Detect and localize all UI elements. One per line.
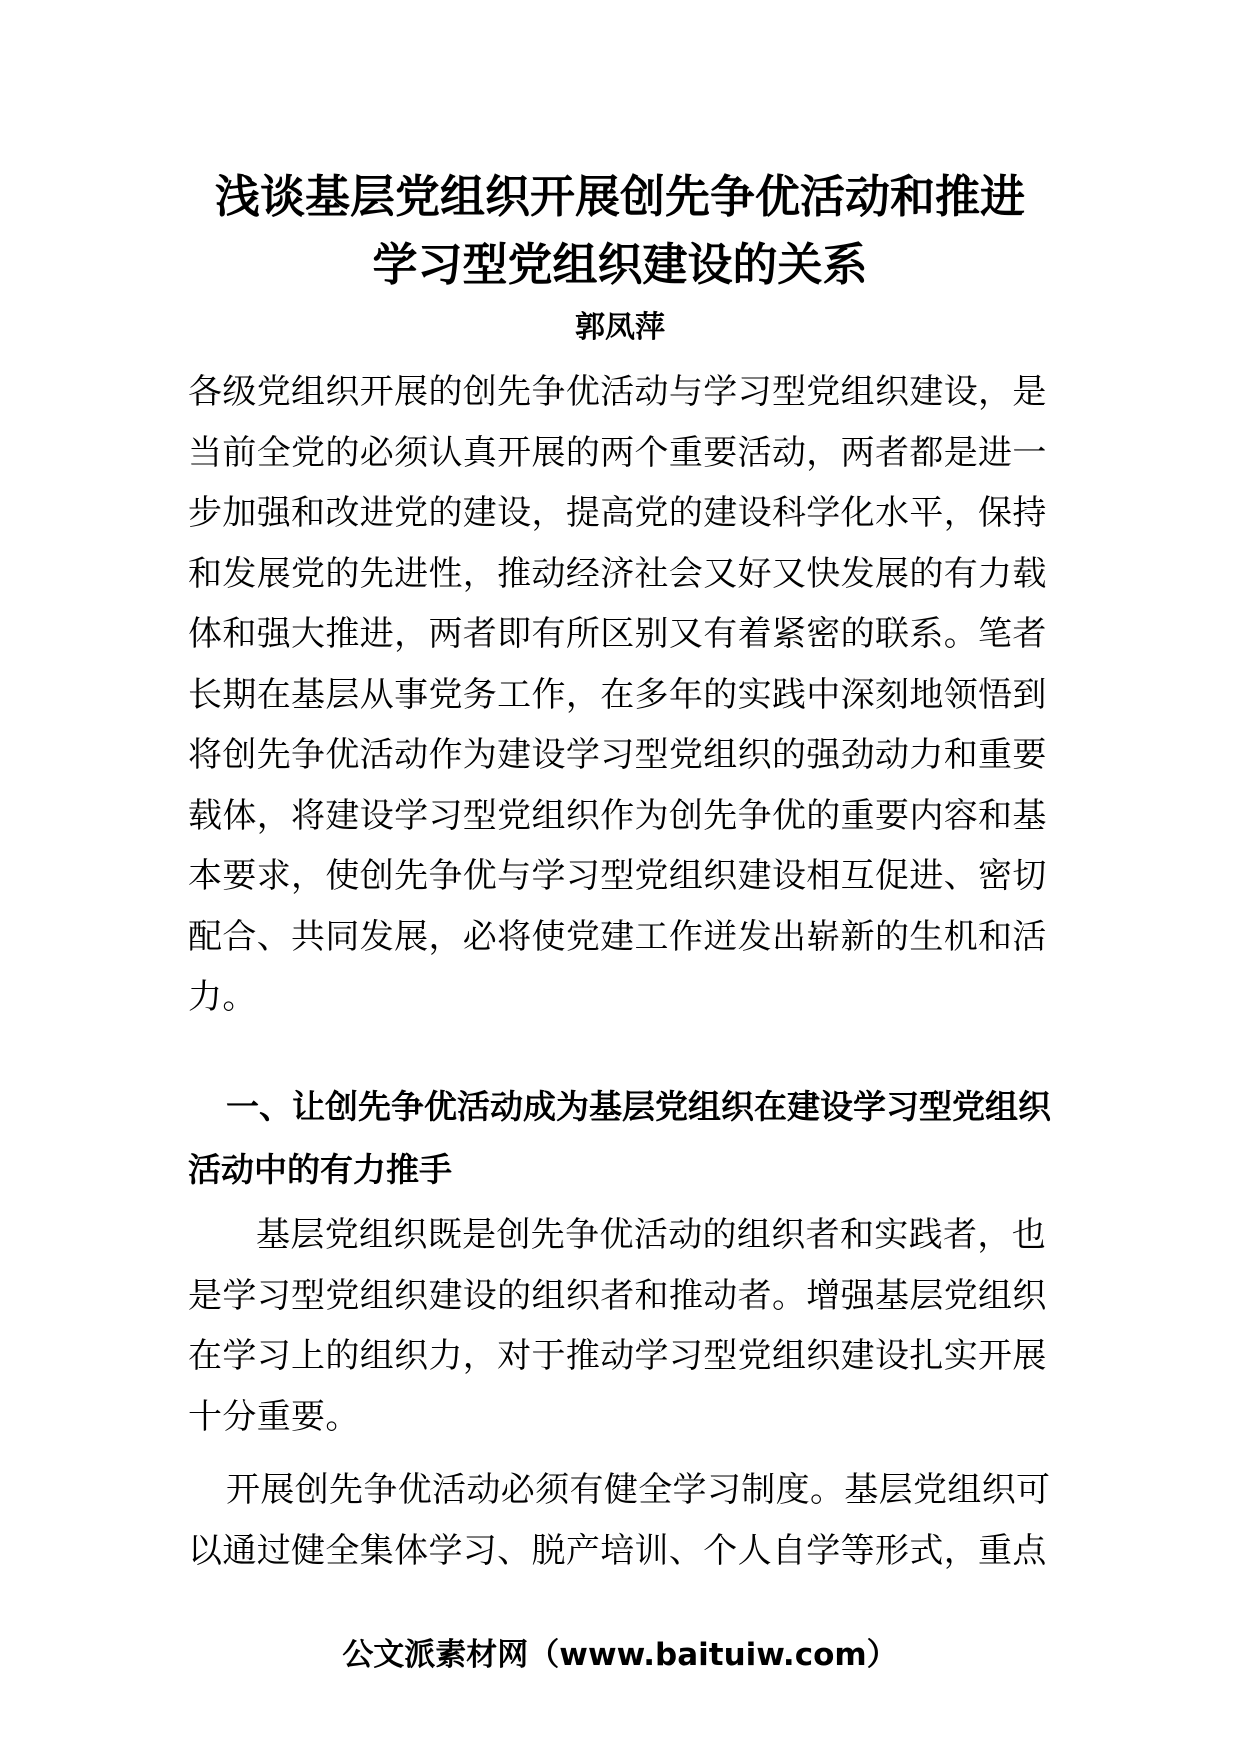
intro-paragraph: 各级党组织开展的创先争优活动与学习型党组织建设，是当前全党的必须认真开展的两个重要活动，两者都是进一步加强和改进党的建设，提高党的建设科学化水平，保持和发展党的先进性，推动经济社会又好又快发展的有力载体和强大推进，两者即有所区别又有着紧密的联系。笔者长期在基层从事党务工作，在多年的实践中深刻地领悟到将创先争优活动作为建设学习型党组织的强劲动力和重要载体，将建设学习型党组织作为创先争优的重要内容和基本要求，使创先争优与学习型党组织建设相互促进、密切配合、共同发展，必将使党建工作迸发出崭新的生机和活力。 xyxy=(188,372,1047,1017)
body-paragraph-1: 基层党组织既是创先争优活动的组织者和实践者，也是学习型党组织建设的组织者和推动者。增强基层党组织在学习上的组织力，对于推动学习型党组织建设扎实开展十分重要。 xyxy=(188,1215,1047,1437)
author-name: 郭凤萍 xyxy=(575,310,665,345)
document-title-line-1: 浅谈基层党组织开展创先争优活动和推进 xyxy=(214,170,1025,223)
footer-source: 公文派素材网（www.baituiw.com） xyxy=(342,1637,898,1673)
document-title-line-2: 学习型党组织建设的关系 xyxy=(372,238,868,291)
body-paragraph-2: 开展创先争优活动必须有健全学习制度。基层党组织可以通过健全集体学习、脱产培训、个人自学等形式，重点 xyxy=(188,1470,1051,1571)
section-heading-1: 一、让创先争优活动成为基层党组织在建设学习型党组织活动中的有力推手 xyxy=(188,1087,1051,1189)
